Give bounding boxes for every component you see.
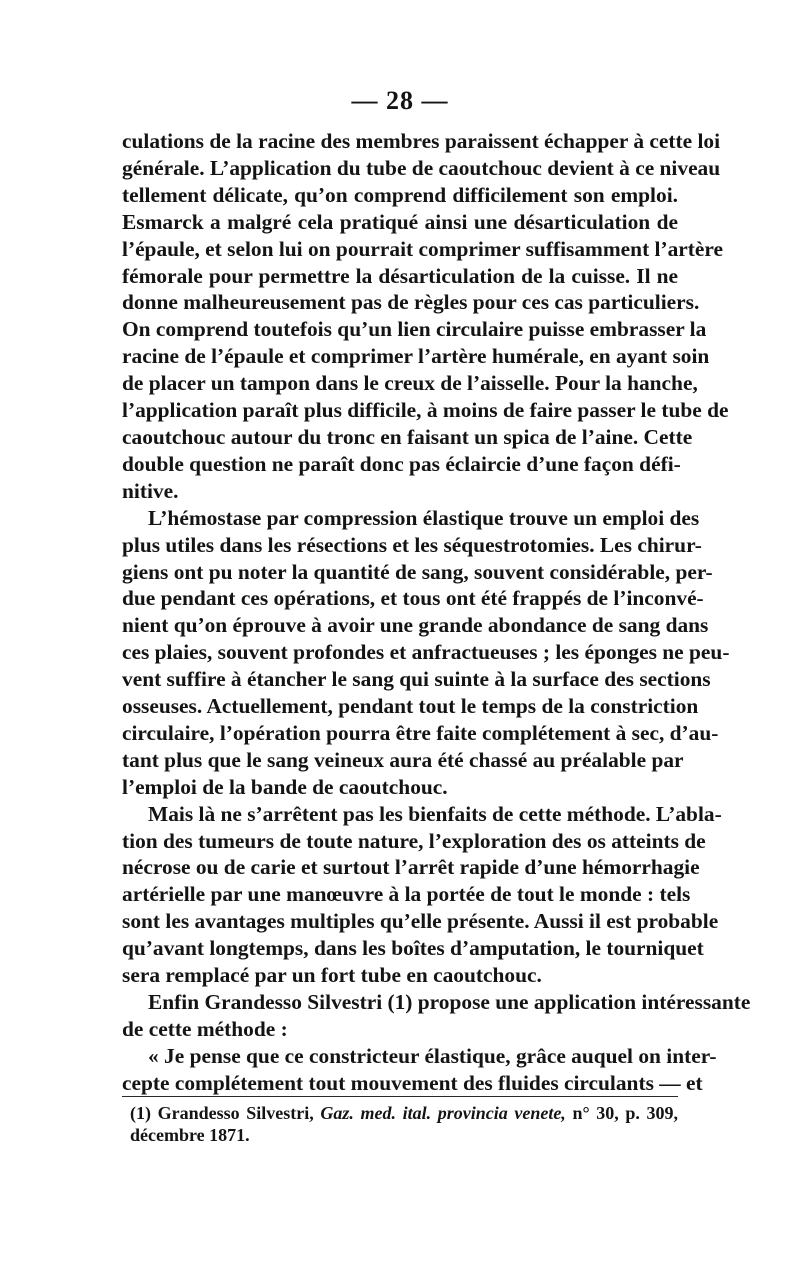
text-line: plus utiles dans les résections et les séquestrotomies. Les chirur- — [122, 532, 702, 557]
text-line: de placer un tampon dans le creux de l’aisselle. Pour la hanche, — [122, 371, 698, 396]
paragraph — [122, 128, 729, 505]
text-line: vent suffire à étancher le sang qui suinte à la surface des sections — [122, 667, 711, 692]
text-line: Enfin Grandesso Silvestri (1) propose une application intéressante — [148, 990, 751, 1014]
text-line: racine de l’épaule et comprimer l’artère humérale, en ayant soin — [122, 344, 710, 369]
text-line: nitive. — [122, 478, 179, 503]
text-line: fémorale pour permettre la désarticulation de la cuisse. Il ne — [122, 263, 678, 288]
paragraph — [122, 1043, 717, 1097]
text-line: Mais là ne s’arrêtent pas les bienfaits de cette méthode. L’abla- — [148, 801, 722, 826]
text-line: ces plaies, souvent profondes et anfractueuses ; les éponges ne peu- — [122, 640, 730, 665]
footnote-line-1 — [130, 1102, 678, 1124]
paragraph — [122, 505, 730, 801]
text-line: giens ont pu noter la quantité de sang, souvent considérable, per- — [122, 559, 713, 584]
text-line: L’hémostase par compression élastique trouve un emploi des — [148, 505, 700, 530]
text-line: osseuses. Actuellement, pendant tout le temps de la constriction — [122, 694, 699, 719]
footnote-journal: Gaz. med. ital. provincia venete, — [320, 1103, 566, 1123]
footnote-author: Grandesso Silvestri, — [157, 1103, 314, 1123]
text-line: générale. L’application du tube de caoutchouc devient à ce niveau — [122, 155, 721, 180]
text-line: qu’avant longtemps, dans les boîtes d’amputation, le tourniquet — [122, 936, 704, 961]
text-line: caoutchouc autour du tronc en faisant un spica de l’aine. Cette — [122, 424, 693, 449]
body-text — [122, 128, 751, 1097]
text-line: On comprend toutefois qu’un lien circulaire puisse embrasser la — [122, 317, 707, 342]
text-line: cepte complétement tout mouvement des fluides circulants — et — [122, 1070, 703, 1095]
footnote-marker: (1) — [130, 1103, 151, 1123]
paragraph — [122, 989, 751, 1043]
text-line: l’application paraît plus difficile, à moins de faire passer le tube de — [122, 398, 729, 423]
text-line: artérielle par une manœuvre à la portée de tout le monde : tels — [122, 882, 691, 907]
text-line: donne malheureusement pas de règles pour ces cas particuliers. — [122, 290, 700, 315]
text-line: nécrose ou de carie et surtout l’arrêt rapide d’une hémorrhagie — [122, 855, 700, 880]
page-number: — 28 — — [351, 86, 449, 115]
footnote-reference: n° 30, p. 309, — [572, 1103, 679, 1123]
text-line: tant plus que le sang veineux aura été chassé au préalable par — [122, 747, 684, 772]
footnote-date: décembre 1871. — [130, 1125, 250, 1145]
text-line: nient qu’on éprouve à avoir une grande abondance de sang dans — [122, 613, 709, 638]
text-line: due pendant ces opérations, et tous ont été frappés de l’inconvé- — [122, 586, 704, 611]
text-line: l’emploi de la bande de caoutchouc. — [122, 774, 448, 799]
text-line: circulaire, l’opération pourra être faite complétement à sec, d’au- — [122, 720, 719, 745]
paragraph — [122, 801, 722, 989]
text-line: l’épaule, et selon lui on pourrait comprimer suffisamment l’artère — [122, 236, 724, 261]
text-line: sera remplacé par un fort tube en caoutchouc. — [122, 963, 542, 988]
text-line: Esmarck a malgré cela pratiqué ainsi une désarticulation de — [122, 209, 678, 234]
text-line: tion des tumeurs de toute nature, l’exploration des os atteints de — [122, 828, 706, 853]
footnote-separator — [122, 1096, 678, 1097]
footnote-line-2 — [130, 1124, 678, 1146]
text-line: de cette méthode : — [122, 1016, 288, 1041]
text-line: culations de la racine des membres paraissent échapper à cette loi — [122, 129, 721, 153]
text-line: « Je pense que ce constricteur élastique, grâce auquel on inter- — [148, 1043, 717, 1068]
text-line: double question ne paraît donc pas éclaircie d’une façon défi- — [122, 451, 681, 476]
text-line: sont les avantages multiples qu’elle présente. Aussi il est probable — [122, 909, 719, 934]
text-line: tellement délicate, qu’on comprend difficilement son emploi. — [122, 182, 678, 207]
footnote — [130, 1102, 678, 1146]
